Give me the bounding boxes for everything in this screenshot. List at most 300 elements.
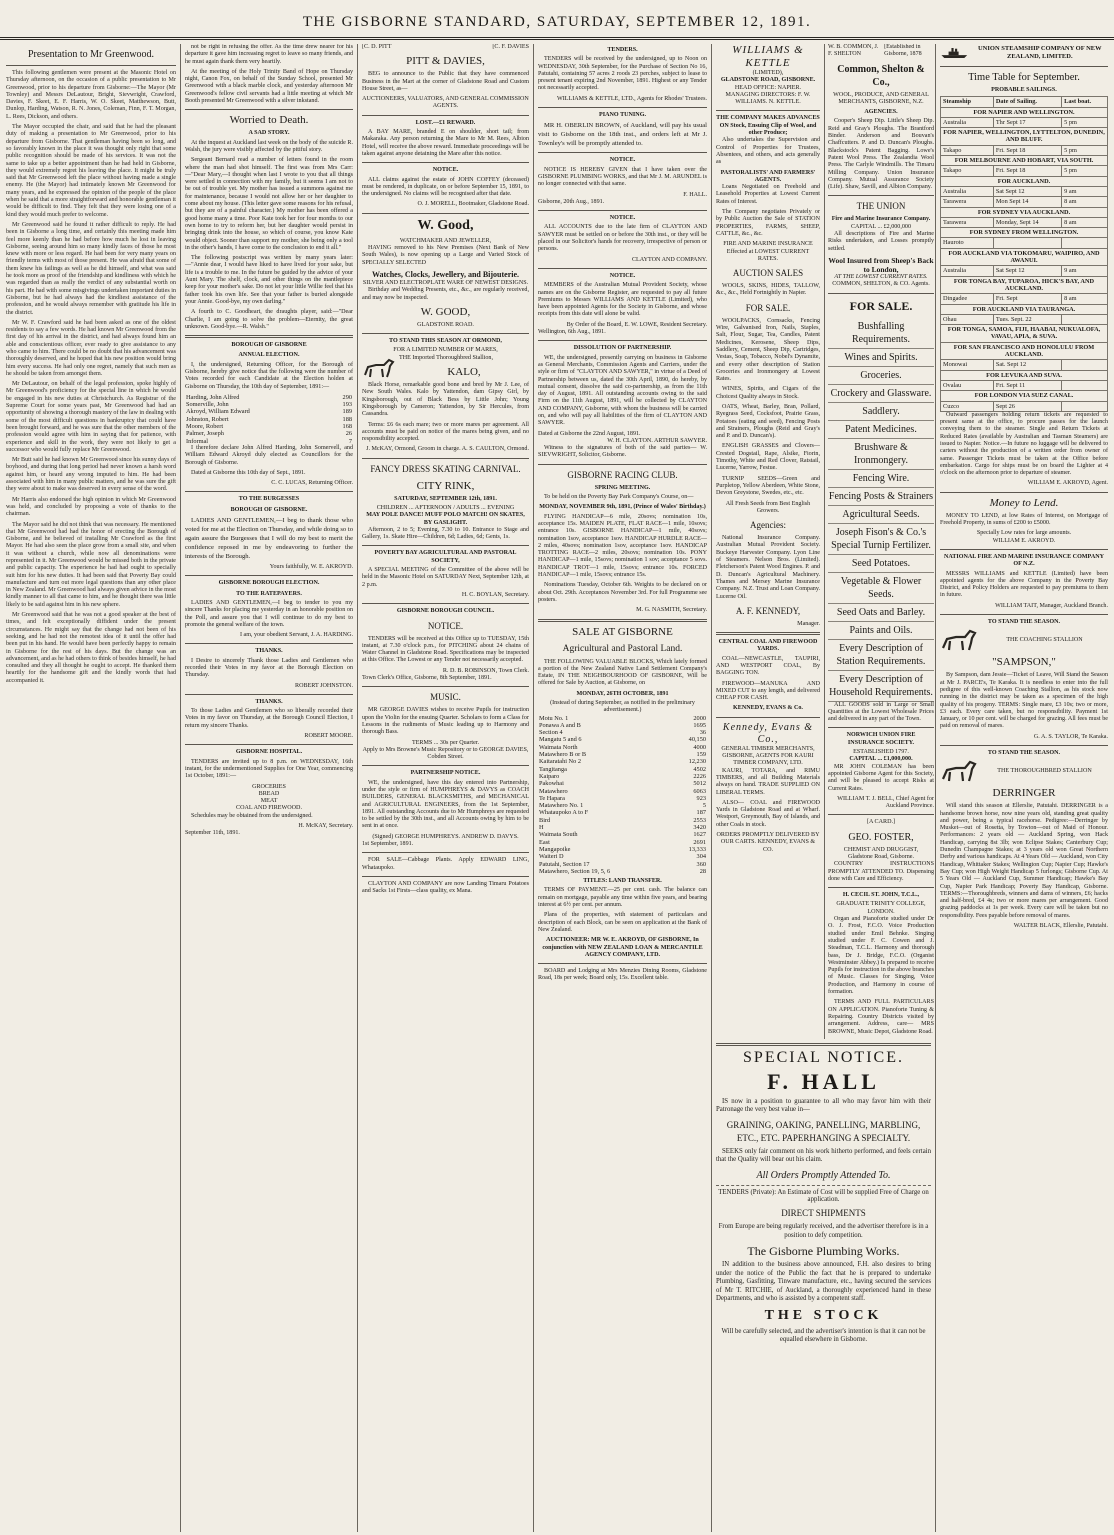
sailing-date: Thr Sept 17: [993, 117, 1061, 127]
steamship-name: Dingadee: [941, 294, 994, 304]
foster-card: [A CARD.]: [866, 819, 896, 826]
wk-fire: FIRE AND MARINE INSURANCE Effected at LOWEST CURRENT RATES.: [723, 241, 813, 262]
council-notice: NOTICE.: [427, 620, 464, 631]
sailing-section-label: FOR SAN FRANCISCO AND HONOLULU FROM AUCKLAND.: [941, 342, 1108, 360]
notice-title: NOTICE.: [432, 167, 459, 174]
table-header: Steamship: [941, 97, 994, 107]
steamship-name: Australia: [941, 117, 994, 127]
masthead-title: THE GISBORNE STANDARD, SATURDAY, SEPTEMBER 12, 1891.: [302, 14, 812, 30]
kalo-name: KALO,: [447, 366, 481, 379]
candidate-votes: 26: [345, 430, 352, 438]
national-signature: WILLIAM TAIT, Manager, Auckland Branch.: [995, 602, 1108, 609]
steamship-name: Ohau: [941, 314, 994, 324]
tenders-signature: WILLIAMS & KETTLE, LTD., Agents for Rhodes' Trustees.: [557, 95, 707, 102]
hall-name: F. HALL: [767, 1068, 880, 1094]
davies-tag: [C. F. DAVIES: [492, 44, 529, 50]
lost-title: LOST.—£1 REWARD.: [415, 119, 476, 126]
oats-text: OATS, Wheat, Barley, Bran, Pollard, Ryegrass Seed, Cocksfoot, Prairie Grass, Potatoes (eating and seed), Fencing Posts and Strainers, Ploughs (Reid and Gray's and P. and D. Duncan's).: [716, 403, 820, 440]
paragraph: Mr DeLautour, on behalf of the legal profession, spoke highly of Mr Greenwood's proficiency for the special line in which he would be engaged in his new duties at Christchurch. As Registrar of the Supreme Court for some years past, Mr Greenwood had had an opportunity of showing a thorough mastery of the law in dealing with some of the most difficult questions in bankruptcy that could have been brought forward, and he was sure that the other members of the profession would agree with him in saying that for patience, with experience and skill in the work, they were not likely to get a successor who would fully replace Mr Greenwood.: [6, 381, 176, 453]
steamship-name: Cuzco: [941, 401, 994, 411]
turnip-text: TURNIP SEEDS—Green and Purpletop, Yellow Aberdeen, White Stone, Devon Greystone, Swedes, etc., etc.: [716, 475, 820, 497]
direct-title: DIRECT SHIPMENTS: [781, 1208, 866, 1219]
partner-signature: (Signed) GEORGE HUMPHREYS. ANDREW D. DAVYS.: [372, 833, 519, 840]
list-item: Fencing Wire.: [828, 470, 934, 488]
paragraph: The Mayor occupied the chair, and said that he had the pleasant duty of making a presentation to Mr Greenwood, prior to his departure from Gisborne. That gentleman having been so long, and so favorably known in the place it was thought only right that some public recognition should be made of his services. It was not the same to take up a better appointment than he had held in Gisborne, they would extremely regret his leaving the place. It might be truly said that Mr Greenwood left the place without having made a single enemy. He (the Mayor) had intimately known Mr Greenwood for many years, and he expressed the opinion of the people of the place when he said that a more straightforward and honorable gentleman it would be difficult to find. They felt that they were losing one of a kind they would much prefer to welcome.: [6, 124, 176, 218]
lot-name: Matawhero No. 1: [539, 802, 584, 810]
thanks-title: THANKS.: [255, 698, 283, 705]
table-row: [185, 408, 353, 415]
notice-title: NOTICE.: [609, 272, 636, 279]
derringer-block: [940, 759, 1108, 783]
sailing-section-row: [941, 276, 1108, 294]
table-row: [941, 186, 1108, 196]
candidate-name: Johnston, Robert: [186, 415, 229, 423]
stjohn-terms: TERMS AND FULL PARTICULARS ON APPLICATION. Pianoforte Tuning & Repairing. Country Districts visited by arrangement. Address, care— MRS BROWNE, Music Depot, Gladstone Road.: [828, 999, 934, 1035]
rink-times: Afternoon, 2 to 5; Evening, 7.30 to 10. Entrance to Stage and Gallery, 1s. Skate Hire—Children, 6d; Ladies, 6d; Gents, 1s.: [362, 526, 529, 541]
list-item: Agricultural Seeds.: [828, 506, 934, 524]
lot-area: 2000: [693, 714, 706, 722]
csh-agencies-title: AGENCIES.: [864, 109, 898, 116]
music-text: MR GEORGE DAVIES wishes to receive Pupils for instruction upon the Violin for the ensuing Quarter. Scholars to form a Class for Lessons in the rudiments of Music leading up to Harmony and thorough Bass.: [362, 707, 529, 736]
paragraph: Mr Harris also endorsed the high opinion in which Mr Greenwood was held, and concluded by proposing a vote of thanks to the chairman.: [6, 496, 176, 518]
hospital-item: GROCERIES: [252, 783, 286, 790]
paragraph: Sergeant Bernard read a number of letters found in the room where the man had shot himself. The first was from Mrs Carr:—"Dear Mary,—I thought when last I wrote to you that all things were settled in connection with my family, but it seems I am not to be out of trouble yet. My mother has issued a summons against me for maintenance, because I would not allow her or her daughter to come about my house. (This letter gave some reasons for his refusal, but they are of a painful character.) My mother has been offered a good home many a time. Poor Kate took her for four months to our own home to try to reform her, but her daughter would persist in bringing drink into the house, so which of course, you know Kate would object. Sooner than support my mother, she being only a tool in the other's hands, I have come to the conclusion to end it all.": [185, 157, 353, 251]
lot-name: Kaiparo: [539, 772, 560, 780]
tenders-title: TENDERS.: [607, 47, 638, 53]
lot-name: Whataupoko A to F: [539, 809, 589, 817]
kalo-block: [362, 355, 529, 382]
lot-name: H: [539, 824, 544, 832]
kalo-terms: Terms: £6 6s each mare; two or more mares per agreement. All accounts must be paid on notice of the mares being given, and no responsibility accepted.: [362, 421, 529, 443]
lot-area: 1627: [693, 831, 706, 839]
lost-text: A BAY MARE, branded E on shoulder, short tail; from Makaraka. Any person returning the Mare to Mr M. Rees, Albion Hotel, will receive the above reward. Immediate proceedings will be taken against anyone detaining the Mare after this notice.: [362, 129, 530, 157]
list-item: Crockery and Glassware.: [828, 385, 934, 403]
last-boat: [1062, 314, 1108, 324]
sailing-section-label: FOR AUCKLAND.: [941, 176, 1108, 186]
table-row: [941, 117, 1108, 127]
pitt-tag: [C. D. PITT: [362, 44, 392, 50]
notice-title: NOTICE.: [609, 215, 636, 222]
lot-name: Waimata South: [539, 831, 578, 839]
list-item: Every Description of Household Requirements.: [828, 671, 934, 702]
table-row: [941, 380, 1108, 390]
notice-signature: O. J. MORELL, Bootmaker, Gladstone Road.: [417, 201, 529, 208]
sailing-date: Sat. Sept 12: [993, 360, 1061, 370]
table-row: [538, 788, 707, 795]
table-row: [185, 423, 353, 430]
column-5-split: [716, 44, 934, 1039]
carnival-title: FANCY DRESS SKATING CARNIVAL.: [370, 463, 521, 474]
election-dated: Dated at Gisborne this 10th day of Sept., 1891.: [191, 469, 306, 476]
wk-address: GLADSTONE ROAD, GISBORNE.: [720, 77, 816, 84]
table-row: [538, 802, 707, 809]
special-title: SPECIAL NOTICE.: [743, 1048, 904, 1066]
sailing-section-label: FOR TONGA, SAMOA, FIJI, HAABAI, NUKUALOFA, VAVAU, APIA, & SUVA.: [941, 325, 1108, 343]
sailing-date: Sept 26: [993, 401, 1061, 411]
list-item: Joseph Fison's & Co.'s Special Turnip Fertilizer.: [828, 524, 934, 555]
steamship-name: Takapo: [941, 166, 994, 176]
forsale-text: WOOLPACKS, Cornsacks, Fencing Wire, Galvanised Iron, Nails, Staples, Salt, Flour, Sugar, Tea, Candles, Patent Medicines, Kerosene, Sheep Dips, Saddlery, Cement, Sheep Dip, Cartridges, Vestas, Soap, Tobacco, Nobel's Dynamite, and every other description of Station Groceries and Ironmongery at Lowest Rates.: [716, 317, 820, 383]
table-row: [538, 824, 707, 831]
lot-area: 2691: [693, 838, 706, 846]
sailing-section-row: [941, 304, 1108, 314]
csh-tag-right: [Established in Gisborne, 1878: [884, 44, 922, 58]
paragraph: A fourth to C. Goodheart, the draughts player, said:—"Dear Charlie, I am going to solve the problem—Eternity, the great unknown. Good-bye.—R. Walsh.": [185, 309, 353, 330]
notice-title: NOTICE.: [609, 157, 636, 164]
csh-subtitle: WOOL, PRODUCE, AND GENERAL MERCHANTS, GISBORNE, N.Z.: [833, 91, 929, 105]
list-item: Groceries.: [828, 367, 934, 385]
last-boat: 9 am: [1062, 186, 1108, 196]
candidate-votes: 168: [342, 423, 352, 431]
union-subtitle: Fire and Marine Insurance Company.: [831, 216, 931, 223]
usc-header: [940, 44, 1108, 62]
lot-name: Matawhero, Section 19, 5, 6: [539, 867, 611, 875]
column-4: [533, 44, 711, 1532]
table-row: [538, 809, 707, 816]
pitt-title: PITT & DAVIES,: [406, 55, 485, 68]
table-row: [185, 401, 353, 408]
table-row: [538, 736, 707, 743]
column-6: [935, 44, 1112, 1532]
list-item: Paints and Oils.: [828, 622, 934, 640]
music-title: MUSIC.: [430, 692, 461, 703]
stjohn-subtitle: GRADUATE TRINITY COLLEGE, LONDON.: [836, 901, 926, 915]
table-row: [538, 744, 707, 751]
csh-forsale-title: FOR SALE.: [849, 298, 913, 313]
board-ad: BOARD and Lodging at Mrs Menzies Dining Rooms, Gladstone Road, 18s per week; Board only, 15s. Excellent table.: [538, 968, 707, 982]
sale-plans: Plans of the properties, with statement of particulars and description of each Block, can be seen on application at the Bank of New Zealand.: [538, 912, 707, 933]
lot-area: 4502: [693, 765, 706, 773]
hospital-title: GISBORNE HOSPITAL.: [235, 749, 303, 756]
sailing-date: Fri. Sept 18: [993, 166, 1061, 176]
sale-text: THE FOLLOWING VALUABLE BLOCKS, Which lately formed a portion of the New Zealand Native Land Settlement Company's Estate, IN THE NEIGHBOURHOOD OF GISBORNE, Will be offered for Sale by Auction, at Gisborne, on: [538, 658, 707, 687]
table-header: Date of Sailing.: [993, 97, 1061, 107]
council-text: TENDERS will be received at this Office up to TUESDAY, 15th instant, at 7.30 o'clock p.m., for PITCHING about 24 chains of Water Channel in Gladstone Road. Specifications may be inspected at this Office. The Lowest or any Tender not necessarily accepted.: [362, 635, 529, 664]
ke-big: Kennedy, Evans & Co.,: [722, 721, 814, 745]
foster-address: Gladstone Road, Gisborne.: [847, 853, 914, 860]
wool-title: Wool Insured from Sheep's Back to London,: [828, 255, 934, 274]
sailings-table: [940, 96, 1108, 412]
lot-name: Matawhero: [539, 787, 568, 795]
steamship-name: Hauroto: [941, 238, 994, 248]
good-title: W. Good,: [417, 217, 474, 233]
lot-area: 159: [696, 751, 706, 759]
council-title: GISBORNE BOROUGH COUNCIL.: [396, 608, 495, 615]
rink-date: SATURDAY, SEPTEMBER 12th, 1891.: [394, 495, 497, 502]
table-row: [941, 145, 1108, 155]
union-title: THE UNION: [856, 201, 906, 212]
good-line: SILVER AND ELECTROPLATE WARE OF NEWEST DESIGNS.: [362, 279, 529, 286]
sale-auctioneer: AUCTIONEER: MR W. E. AKROYD, OF GISBORNE, In conjunction with NEW ZEALAND LOAN & MERCANTILE AGENCY COMPANY, LTD.: [542, 937, 703, 958]
last-boat: 9 am: [1062, 266, 1108, 276]
ratepayers-title: GISBORNE BOROUGH ELECTION.: [218, 580, 320, 587]
good-subtitle: WATCHMAKER AND JEWELLER,: [399, 237, 492, 244]
foster-subtitle: CHEMIST AND DRUGGIST,: [843, 846, 919, 853]
lot-name: Mangatu 5 and 6: [539, 736, 582, 744]
burgesses-text: LADIES AND GENTLEMEN,—I beg to thank those who voted for me at the Election on Thursday, and while doing so to again assure the Burgesses that I will do my best to merit the confidence reposed in me by endeavoring to further the interests of the Borough.: [185, 517, 353, 561]
candidate-votes: 290: [342, 393, 352, 401]
thanks-text: To those Ladies and Gentlemen who so liberally recorded their Votes in my favor on Thursday, at the Borough Council Election, I return my sincere Thanks.: [185, 708, 353, 729]
coal-title: CENTRAL COAL AND FIREWOOD YARDS.: [718, 639, 818, 653]
thanks-signature: ROBERT MOORE.: [304, 733, 353, 740]
sailing-section-label: FOR NAPIER AND WELLINGTON.: [941, 107, 1108, 117]
wk-title: WILLIAMS & KETTLE: [732, 44, 804, 69]
lot-area: 1695: [693, 721, 706, 729]
money-note: Specially Low rates for large amounts.: [976, 530, 1072, 537]
racing-title: GISBORNE RACING CLUB.: [567, 469, 678, 480]
lot-name: Waimata North: [539, 743, 578, 751]
stand-subtitle: FOR A LIMITED NUMBER OF MARES,: [393, 347, 498, 354]
steamship-name: Tarawera: [941, 217, 994, 227]
lot-area: 360: [696, 860, 706, 868]
ke-text: KAURI, TOTARA, and RIMU TIMBERS, and all Building Materials always on hand. TRADE SUPPLIED ON LIBERAL TERMS.: [716, 767, 820, 796]
money-title: Money to Lend.: [989, 496, 1059, 509]
paragraph: The following postscript was written by many years later:—"Annie dear, I would have liked to have lived for your sake, but life is a trouble to me. In the future be guided by the advice of your Aunt Mary. The shelf, clock, and other things on the mantlepiece keep for your mother's sake. Do not let your little Willie feel that his father took his own life. See that your father is buried alongside your Annie. Good-bye, my own darling.": [185, 255, 353, 305]
table-row: [185, 394, 353, 401]
table-row: [538, 839, 707, 846]
sampson-name: "SAMPSON,": [992, 656, 1056, 669]
list-item: Wines and Spirits.: [828, 349, 934, 367]
table-row: [538, 758, 707, 765]
sailing-section-label: FOR SYDNEY VIA AUCKLAND.: [941, 207, 1108, 217]
candidate-votes: 7: [348, 437, 352, 445]
partner-text: WE, the undersigned, have this day entered into Partnership, under the style or firm of HUMPHREYS & DAVYS as COACH BUILDERS, GENERAL BLACKSMITHS, and MECHANICAL and AGRICULTURAL ENGINEERS, from the 1st September, 1891. All outstanding Accounts due to Mr Humphreys are requested to be settled by the 30th inst., and all Accounts owing by him to be sent in at once.: [362, 779, 529, 830]
cabbage-ad: FOR SALE—Cabbage Plants. Apply EDWARD LING, Whataupoko.: [362, 857, 529, 871]
worried-title: Worried to Death.: [229, 114, 309, 127]
candidate-name: Palmer, Joseph: [186, 430, 224, 438]
union-capital: CAPITAL ... £2,000,000: [850, 223, 912, 230]
hospital-date: September 11th, 1891.: [185, 830, 240, 837]
last-boat: 8 am: [1062, 197, 1108, 207]
national-text: MESSRS WILLIAMS and KETTLE (Limited) have been appointed agents for the above Company in the Poverty Bay District, and Policy Holders are requested to pay premiums to them in future.: [940, 570, 1108, 599]
stand1-text: THE COACHING STALLION: [1006, 636, 1083, 643]
agencies-list: National Insurance Company. Australian Mutual Provident Society. Buckeye Harvester Company. Lyon Line of Steamers. Nelson Bros. (Limited). Fletcherson's Patent Wood Engines. P. and D. Duncan's Agricultural Machinery. Thames and Mersey Marine Insurance Company. N.Z. Trust and Loan Company. Lucerne Oil.: [716, 535, 820, 600]
table-row: [538, 729, 707, 736]
pitt-line: AUCTIONEERS, VALUATORS, AND GENERAL COMMISSION AGENTS.: [362, 96, 529, 110]
firewood-text: FIREWOOD—MANUKA AND MIXED CUT to any length, and delivered CHEAP FOR CASH.: [716, 680, 820, 702]
lot-name: East: [539, 838, 550, 846]
csh-column: [824, 44, 934, 1039]
sale-title: SALE AT GISBORNE: [572, 625, 673, 638]
table-row: [538, 780, 707, 787]
good-text: HAVING removed to his New Premises (Next Bank of New South Wales), is now opening up a Large and Varied Stock of SPECIALLY SELECTED: [362, 245, 529, 266]
steamship-name: Ovalau: [941, 380, 994, 390]
derringer-description: Will stand this season at Ellerslie, Patutahi. DERRINGER is a handsome brown horse, now nine years old, standing great quality and power, being a typical racehorse. Pedigree:—Derringer by Musket—out of Rosetta, by Towton—out of Maid of Honour. Performances: 2 years old — Auckland Spring, won Hack Handicap, carrying 8st 3lb; won Eclipse Stakes; Canterbury Cup; Dunedin Champagne Stakes; at 3 years old won Great Northern Derby and various handicaps. At 4 Years Old — Auckland, won City Handicap, Whittaker Stakes; Wellington Cup; Napier Cup; Hawke's Bay Cup; won High Weight Handicap 5 furlongs; Gisborne Cup. At 5 Years Old — Auckland Cup, Summer Handicap; Hawke's Bay Cup, Napier Park Handicap; Poverty Bay Handicap, Gisborne. TERMS:—Thoroughbreds, winners and dams of winners, £6; hacks and half-bred, £4 4s; two or more mares per arrangement. Good grazing paddocks at 1s per week. Every care will be taken but no responsibility. Fees payable before removal of mares.: [940, 803, 1108, 919]
table-row: [538, 773, 707, 780]
grass-text: ENGLISH GRASSES and Clovers—Crested Dogstail, Rape, Alsike, Fiorin, Timothy, White and Red Clover, Ratstail, Lucerne, Yarrow, Festue.: [716, 443, 820, 472]
sale-titles: TITLES: LAND TRANSFER.: [583, 878, 662, 885]
hospital-item: MEAT: [260, 798, 278, 805]
table-row: [941, 197, 1108, 207]
notice-text: ALL ACCOUNTS due to the late firm of CLAYTON AND SAWYER must be settled on or before the 30th inst., or they will be placed in our Solicitor's hands for recovery, irrespective of person or persons.: [538, 224, 707, 253]
candidate-name: Moore, Robert: [186, 423, 224, 431]
page-columns: [0, 44, 1114, 1532]
horse-icon: [940, 628, 978, 652]
table-header: Last boat.: [1062, 97, 1108, 107]
election-results-table: [185, 394, 353, 445]
partner-date: 1st September, 1891.: [362, 841, 414, 848]
lot-name: Mangapoike: [539, 845, 571, 853]
rink-items: MAY POLE DANCE! MUFF POLO MATCH! ON SKATES, BY GASLIGHT.: [366, 512, 525, 526]
notice-signature: CLAYTON AND COMPANY.: [631, 256, 707, 263]
sampson-description: By Sampson, dam Jessie—Ticket of Leave, Will Stand the Season at Mr J. PARCE's, Te Karaka. It is needless to enter into the full pedigree of this well-known Coaching Stallion, as his stock now running in the district may be taken as a specimen of the high quality of his progeny. TERMS: Single mare, £3 10s; two or more, £3 each. Every care taken, but no responsibility. Payment 1st January, or 10 per cent. will be charged for grazing. All fees must be paid on removal of mares.: [940, 672, 1108, 730]
poverty-text: A SPECIAL MEETING of the Committee of the above will be held in the Masonic Hotel on SATURDAY Next, September 12th, at 2 p.m.: [362, 567, 529, 588]
good-items: Watches, Clocks, Jewellery, and Bijouterie.: [371, 269, 520, 279]
ke-also: ALSO— COAL and FIREWOOD Yards in Gladstone Road and at Wharf. Westport, Greymouth, Bay of Islands, and other Coals in stock.: [716, 799, 820, 828]
table-row: [538, 817, 707, 824]
csh-agencies: Cooper's Sheep Dip. Little's Sheep Dip. Reid and Gray's Ploughs. The Brantford Binder. Anderson and Bouvan's Chaffcutters. P. and D. Duncan's Ploughs. Blackstock's Patent Bagging. Lowe's Patent Wool Press. The Zealandia Wool Press. The Carlyle Windmills. The Timaru Milling Company. Union Insurance Company. Mutual Assurance Society (Life). Shaw, Savill, and Albion Company.: [828, 118, 934, 191]
list-item: Seed Potatoes.: [828, 555, 934, 573]
norwich-established: ESTABLISHED 1797.: [853, 749, 909, 756]
notice-date: Gisborne, 20th Aug., 1891.: [538, 198, 605, 205]
thanks-title: THANKS.: [255, 648, 283, 655]
sailing-date: Tues. Sept. 22: [993, 314, 1061, 324]
table-row: [941, 360, 1108, 370]
money-text: MONEY TO LEND, at low Rates of Interest, on Mortgage of Freehold Property, in sums of £200 to £5000.: [940, 512, 1108, 527]
notice-signature: F. HALL.: [683, 191, 707, 198]
sailing-section-label: FOR AUCKLAND VIA TOKOMARU, WAIPIRO, AND AWANUI.: [941, 248, 1108, 266]
sailing-section-row: [941, 325, 1108, 343]
table-row: [941, 266, 1108, 276]
sailing-date: Sat Sept 12: [993, 266, 1061, 276]
sailing-date: Fri. Sept: [993, 294, 1061, 304]
sale-terms: TERMS OF PAYMENT.—25 per cent. cash. The balance can remain on mortgage, payable any time within five years, and bearing interest at 6½ per cent. per annum.: [538, 887, 707, 909]
good-note: Birthday and Wedding Presents, etc., &c., are regularly received, and may now be inspected.: [362, 287, 529, 301]
table-row: [538, 715, 707, 722]
table-row: [538, 853, 707, 860]
sailing-section-row: [941, 107, 1108, 117]
kalo-signature: J. McKAY, Ormond, Groom in charge. A. S. CAULTON, Ormond.: [366, 446, 529, 453]
sailing-section-label: FOR LEVUKA AND SUVA.: [941, 370, 1108, 380]
burgesses-title: TO THE BURGESSES: [238, 496, 300, 503]
last-boat: 5 pm: [1062, 117, 1108, 127]
stand1-title: TO STAND THE SEASON.: [987, 619, 1061, 626]
ke-subtitle: GENERAL TIMBER MERCHANTS, GISBORNE, AGENTS FOR KAURI TIMBER COMPANY, LTD.: [721, 745, 815, 767]
derringer-signature: WALTER BLACK, Ellerslie, Patutahi.: [1013, 923, 1108, 930]
foster-title: GEO. FOSTER,: [848, 831, 914, 843]
plumbing-title: The Gisborne Plumbing Works.: [747, 1244, 900, 1259]
burgesses-subtitle: BOROUGH OF GISBORNE.: [230, 506, 308, 513]
wk-subtitle: (LIMITED),: [752, 70, 784, 76]
sailing-section-row: [941, 156, 1108, 166]
wk-column: [716, 44, 820, 1039]
national-title: NATIONAL FIRE AND MARINE INSURANCE COMPANY OF N.Z.: [943, 553, 1105, 568]
tenders-text: TENDERS will be received by the undersigned, up to Noon on WEDNESDAY, 30th September, for the Purchase of Section No 16, Patutahi, containing 57 acres 2 roods 23 perches, subject to lease to present tenant expiring 2nd November, 1891. Highest or any Tender not necessarily accepted.: [538, 56, 707, 92]
candidate-name: Somerville, John: [186, 401, 229, 409]
racing-date: MONDAY, NOVEMBER 9th, 1891, (Prince of Wales' Birthday.): [539, 504, 706, 511]
clayton-ad: CLAYTON AND COMPANY are now Landing Timaru Potatoes and Sacks 1st Firsts—class quality, ex Mana.: [362, 880, 529, 895]
thanks-text: I Desire to sincerely Thank those Ladies and Gentlemen who recorded their Votes in my favor at the Borough Election on Thursday.: [185, 657, 353, 679]
good-address: GLADSTONE ROAD.: [417, 321, 474, 328]
hall-tenders: TENDERS (Private): An Estimate of Cost will be supplied Free of Charge on application.: [718, 1188, 929, 1204]
notice-text: MEMBERS of the Australian Mutual Provident Society, whose names are on the Gisborne Register, are requested to pay all future Premiums to Messrs WILLIAMS AND KETTLE (Limited), who have been appointed Agents for the Society in Gisborne, and whose receipts from this date will alone be valid.: [538, 282, 707, 318]
paragraph: not be right in refusing the offer. As the time drew nearer for his departure it gave him increasing regret to leave so many friends, and he must again thank them very heartily.: [185, 44, 353, 65]
sailing-date: [993, 238, 1061, 248]
lot-area: 304: [696, 853, 706, 861]
lot-area: 12,230: [688, 758, 706, 766]
table-row: [538, 861, 707, 868]
paragraph: Mr Greenwood said that he was not a good speaker at the best of times, and felt exceptionally diffident under the present circumstances. He might say that the change had not been of his seeking, and he had not the remotest idea of it until the offer had been put in his hand. He would have been perfectly happy to remain in Gisborne for the rest of his days. But the change was an advancement, and as he had others to think of besides himself, he had consulted and they all thought he ought to accept. He thanked them heartily for the handsome gift and the kindly words that had accompanied it.: [6, 612, 176, 684]
stock-title: THE STOCK: [764, 1307, 883, 1323]
wk-text: Also undertakes the Supervision and Control of Properties for Trustees, Absentees, and others, and acts generally as: [716, 137, 820, 166]
candidate-name: Informal: [186, 437, 209, 445]
wk-agents: PASTORALISTS' AND FARMERS' AGENTS.: [720, 169, 816, 183]
coal-text: COAL—NEWCASTLE, TAUPIRI, AND WESTPORT COAL, By BAGGING TON.: [716, 655, 820, 677]
ke-orders: ORDERS PROMPTLY DELIVERED BY OUR CARTS. KENNEDY, EVANS & CO.: [716, 832, 820, 853]
table-row: [538, 766, 707, 773]
table-row: [941, 238, 1108, 248]
dissolve-title: DISSOLUTION OF PARTNERSHIP.: [573, 345, 672, 352]
sailing-date: Mon Sept 14: [993, 197, 1061, 207]
list-item: Bushfalling Requirements.: [828, 318, 934, 349]
poverty-signature: H. C. BOYLAN, Secretary.: [461, 591, 529, 598]
paragraph: At the inquest at Auckland last week on the body of the suicide R. Walsh, the jury were visibly affected by the pitiful story.: [185, 139, 353, 153]
lot-area: 28: [699, 867, 706, 875]
list-item: Saddlery.: [828, 403, 934, 421]
table-row: [538, 846, 707, 853]
sailing-section-label: FOR MELBOURNE AND HOBART, VIA SOUTH.: [941, 156, 1108, 166]
poverty-title: POVERTY BAY AGRICULTURAL AND PASTORAL SOCIETY,: [374, 550, 517, 564]
notice-text: ALL claims against the estate of JOHN COFFEY (deceased) must be rendered, in duplicate, on or before September 15, 1891, to the undersigned. No claims will be recognised after that date.: [362, 176, 529, 198]
sale-note: (Instead of during September, as notified in the preliminary advertisement.): [550, 700, 695, 714]
lot-area: 36: [699, 729, 706, 737]
stand-text: THE Imported Thoroughbred Stallion,: [399, 354, 493, 361]
sailing-date: Fri. Sept 18: [993, 145, 1061, 155]
wk-props: The Company negotiates Privately or by Public Auction the Sale of STATION PROPERTIES, FARMS, SHEEP, CATTLE, &c., &c.: [716, 209, 820, 237]
notice-text: NOTICE IS HEREBY GIVEN that I have taken over the GISBORNE PLUMBING WORKS, and that Mr J. M. ARUNDEL is no longer connected with that same.: [538, 166, 707, 188]
notice-date: Wellington, 6th Aug., 1891.: [538, 329, 606, 336]
list-item: Patent Medicines.: [828, 421, 934, 439]
list-item: Vegetable & Flower Seeds.: [828, 573, 934, 604]
wk-office: HEAD OFFICE: NAPIER.: [734, 84, 802, 91]
last-boat: 5 pm: [1062, 145, 1108, 155]
candidate-name: Akroyd, William Edward: [186, 408, 250, 416]
stock-text: Will be carefully selected, and the advertiser's intention is that it can not be equalled elsewhere in Gisborne.: [721, 1327, 926, 1344]
list-item: Seed Oats and Barley.: [828, 604, 934, 622]
greenwood-heading: Presentation to Mr Greenwood.: [27, 49, 155, 60]
plumbing-text: IN addition to the business above announced, F.H. also desires to bring under the notice of the Public the fact that he is prepared to undertake Plumbing, Gasfitting, Tinware manufacture, etc., having secured the services of Mr T. RITCHIE, of Auckland, a thoroughly experienced hand in these Departments, and who is assisted by a competent staff.: [716, 1261, 931, 1303]
lot-area: 40,150: [688, 736, 706, 744]
lot-name: Patutahi, Section 17: [539, 860, 590, 868]
music-terms: TERMS ... 30s per Quarter.: [411, 739, 480, 746]
lot-area: 2226: [693, 772, 706, 780]
column-5: [711, 44, 935, 1532]
racing-nominations: Nominations Tuesday, October 6th. Weights to be declared on or about Oct. 29th. Acceptances November 3rd. For full Programme see posters.: [538, 582, 707, 603]
auction-title: AUCTION SALES: [732, 268, 804, 279]
table-row: [941, 217, 1108, 227]
good-title-2: W. GOOD,: [420, 305, 471, 318]
racing-text: To be held on the Poverty Bay Park Company's Course, on—: [544, 494, 694, 501]
sampson-signature: G. A. S. TAYLOR, Te Karaka.: [1033, 733, 1108, 740]
paragraph: Mr W. F. Crawford said he had been asked as one of the oldest residents to say a few words. He had known Mr Greenwood from the first day of his arrival in the district, and had always found him an able and conscientious officer, ever ready to give assistance to any who came to him. There could be no doubt that his advancement was thoroughly deserved, and he hoped that his new position would bring him every success. He had only one regret, namely that such men as he should be taken from amongst them.: [6, 319, 176, 377]
racing-subtitle: SPRING MEETING.: [594, 484, 651, 491]
sale-subtitle: Agricultural and Pastoral Land.: [562, 643, 683, 654]
last-boat: [1062, 401, 1108, 411]
stjohn-text: Organ and Pianoforte studied under Dr O. J. Frost, F.C.O. Voice Production studied under Emil Behnke. Singing studied under F. C. Cowen and J. Steadman, T.C.L. Harmony and thorough bass, Dr J. Bridge, F.C.O. (Organist Westminster Abbey.) Is prepared to receive Pupils for instruction in the above branches of Music. Classes for Singing, Voice Production, and Harmony in course of formation.: [828, 916, 934, 996]
paragraph: At the meeting of the Holy Trinity Band of Hope on Thursday night, Canon Fox, on behalf of the Sunday School, presented Mr Greenwood with a black marble clock, and yesterday afternoon Mr Greenwood's fellow civil servants had a little meeting at which Mr Booth presented Mr Greenwood with a silver inkstand.: [185, 68, 353, 105]
table-row: [538, 868, 707, 875]
pitt-tags: [362, 44, 529, 51]
lot-area: 187: [696, 809, 706, 817]
table-row: [941, 294, 1108, 304]
stand-title: TO STAND THIS SEASON AT ORMOND,: [389, 338, 502, 345]
steamship-name: Takapo: [941, 145, 994, 155]
lot-area: 3420: [693, 824, 706, 832]
wool-subtitle: AT THE LOWEST CURRENT RATES.: [834, 273, 928, 280]
last-boat: [1062, 238, 1108, 248]
table-row: [185, 438, 353, 445]
burgesses-signature: Yours faithfully, W. E. AKROYD.: [269, 564, 353, 571]
